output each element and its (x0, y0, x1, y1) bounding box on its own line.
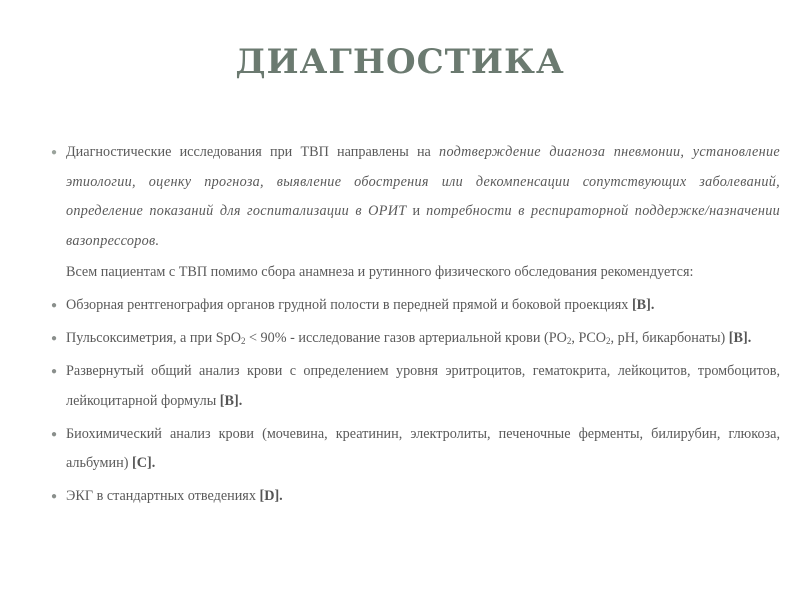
evidence-grade: [B]. (219, 392, 243, 409)
evidence-grade: [B]. (631, 297, 655, 313)
list-item (51, 420, 780, 479)
bullet-icon: ● (51, 491, 58, 502)
item-text: ЭКГ в стандартных отведениях (66, 488, 260, 504)
list-item (51, 357, 780, 416)
intro-italic: подтверждение диагноза пневмонии, установление этиологии, оценку прогноза, выявление обострения или декомпенсации сопутствующих заболеваний, определение показаний для госпитализации в ОРИТ (66, 144, 780, 219)
bullet-icon: ● (51, 300, 58, 311)
item-text: , PCO (571, 330, 607, 346)
intro-text: Диагностические исследования при ТВП направлены на (66, 144, 440, 160)
item-text: Пульсоксиметрия, а при SpO (66, 330, 241, 346)
list-item (51, 291, 780, 321)
subscript: 2 (240, 336, 246, 346)
intro-italic-2: потребности в респираторной поддержке/назначении вазопрессоров. (66, 203, 780, 249)
bullet-icon: ● (51, 428, 58, 440)
item-text: < 90% - исследование газов артериальной крови (PO (245, 330, 567, 346)
item-text: Биохимический анализ крови (мочевина, креатинин, электролиты, печеночные ферменты, билирубин, глюкоза, альбумин) (66, 425, 780, 471)
item-text: Развернутый общий анализ крови с определением уровня эритроцитов, гематокрита, лейкоцитов, тромбоцитов, лейкоцитарной формулы (66, 363, 780, 409)
evidence-grade: [D]. (259, 488, 283, 504)
bullet-icon: ● (51, 366, 58, 377)
evidence-grade: [C]. (132, 455, 156, 471)
intro-and: и (406, 203, 427, 219)
slide-title: ДИАГНОСТИКА (235, 42, 565, 82)
evidence-grade: [B]. (728, 330, 752, 346)
item-text: Обзорная рентгенография органов грудной полости в передней прямой и боковой проекциях (66, 297, 632, 313)
item-text: , pH, бикарбонаты) (610, 330, 729, 346)
list-item (51, 324, 780, 354)
bullet-icon: ● (51, 333, 58, 344)
note-paragraph: Всем пациентам с ТВП помимо сбора анамнеза и рутинного физического обследования рекомендуется: (66, 264, 694, 280)
list-item (51, 482, 780, 512)
bullet-icon: ● (51, 147, 58, 158)
subscript: 2 (566, 336, 572, 346)
subscript: 2 (606, 336, 611, 346)
intro-paragraph (51, 138, 780, 256)
slide-body (51, 138, 780, 515)
